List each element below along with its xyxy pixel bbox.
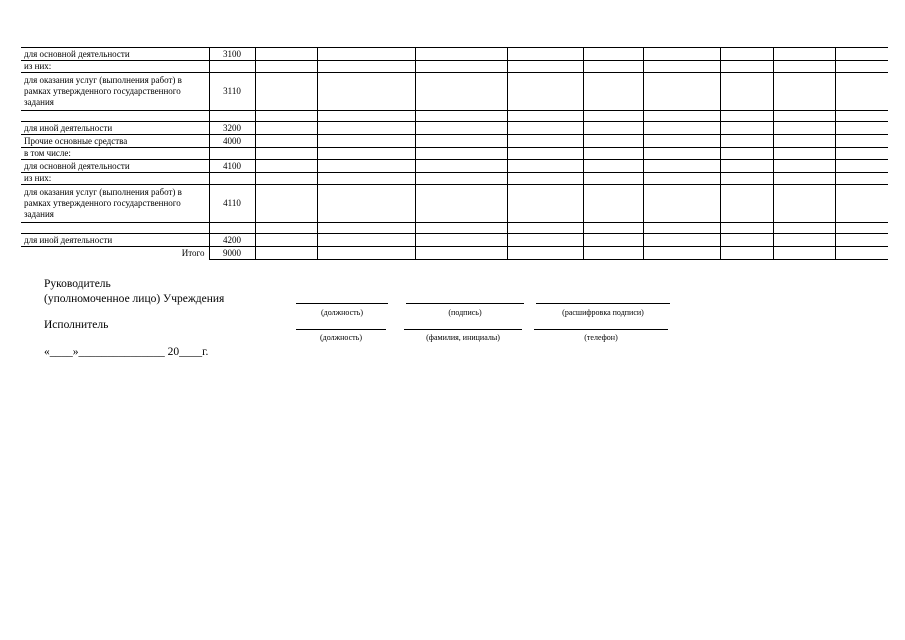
head-authorized-label: (уполномоченное лицо) Учреждения <box>44 293 225 305</box>
executor-position-caption: (должность) <box>320 333 362 342</box>
head-decoding-caption: (расшифровка подписи) <box>562 308 644 317</box>
table-row <box>21 173 888 185</box>
row-code <box>209 173 255 185</box>
row-code: 3200 <box>209 122 255 135</box>
table-row <box>21 185 888 223</box>
row-code: 4200 <box>209 234 255 247</box>
head-position-line <box>296 303 388 304</box>
row-label: для основной деятельности <box>21 48 209 61</box>
table-row <box>21 135 888 148</box>
row-label: для оказания услуг (выполнения работ) в рамках утвержденного государственного задания <box>21 185 209 223</box>
report-table <box>21 47 888 260</box>
row-label: для оказания услуг (выполнения работ) в рамках утвержденного государственного задания <box>21 73 209 111</box>
date-line: «____»_______________ 20____г. <box>44 346 209 358</box>
total-code: 9000 <box>209 247 255 260</box>
row-code: 4100 <box>209 160 255 173</box>
table-row <box>21 122 888 135</box>
table-row <box>21 148 888 160</box>
executor-name-caption: (фамилия, инициалы) <box>426 333 500 342</box>
table-row-total <box>21 247 888 260</box>
head-decoding-line <box>536 303 670 304</box>
row-label: Прочие основные средства <box>21 135 209 148</box>
head-position-caption: (должность) <box>321 308 363 317</box>
row-label: в том числе: <box>21 148 209 160</box>
table-row <box>21 111 888 122</box>
executor-phone-line <box>534 329 668 330</box>
row-label: из них: <box>21 61 209 73</box>
executor-phone-caption: (телефон) <box>584 333 618 342</box>
table-row <box>21 48 888 61</box>
executor-label: Исполнитель <box>44 319 109 331</box>
row-label: для основной деятельности <box>21 160 209 173</box>
table-row <box>21 223 888 234</box>
row-code: 4110 <box>209 185 255 223</box>
table-row <box>21 234 888 247</box>
row-code: 3100 <box>209 48 255 61</box>
row-code: 3110 <box>209 73 255 111</box>
row-code: 4000 <box>209 135 255 148</box>
row-code <box>209 148 255 160</box>
table-row <box>21 160 888 173</box>
total-label: Итого <box>21 247 209 260</box>
executor-position-line <box>296 329 386 330</box>
row-label: из них: <box>21 173 209 185</box>
row-label: для иной деятельности <box>21 122 209 135</box>
table-row <box>21 73 888 111</box>
table-row <box>21 61 888 73</box>
head-signature-line <box>406 303 524 304</box>
row-code <box>209 61 255 73</box>
row-label: для иной деятельности <box>21 234 209 247</box>
executor-name-line <box>404 329 522 330</box>
head-label: Руководитель <box>44 278 111 290</box>
head-signature-caption: (подпись) <box>448 308 482 317</box>
